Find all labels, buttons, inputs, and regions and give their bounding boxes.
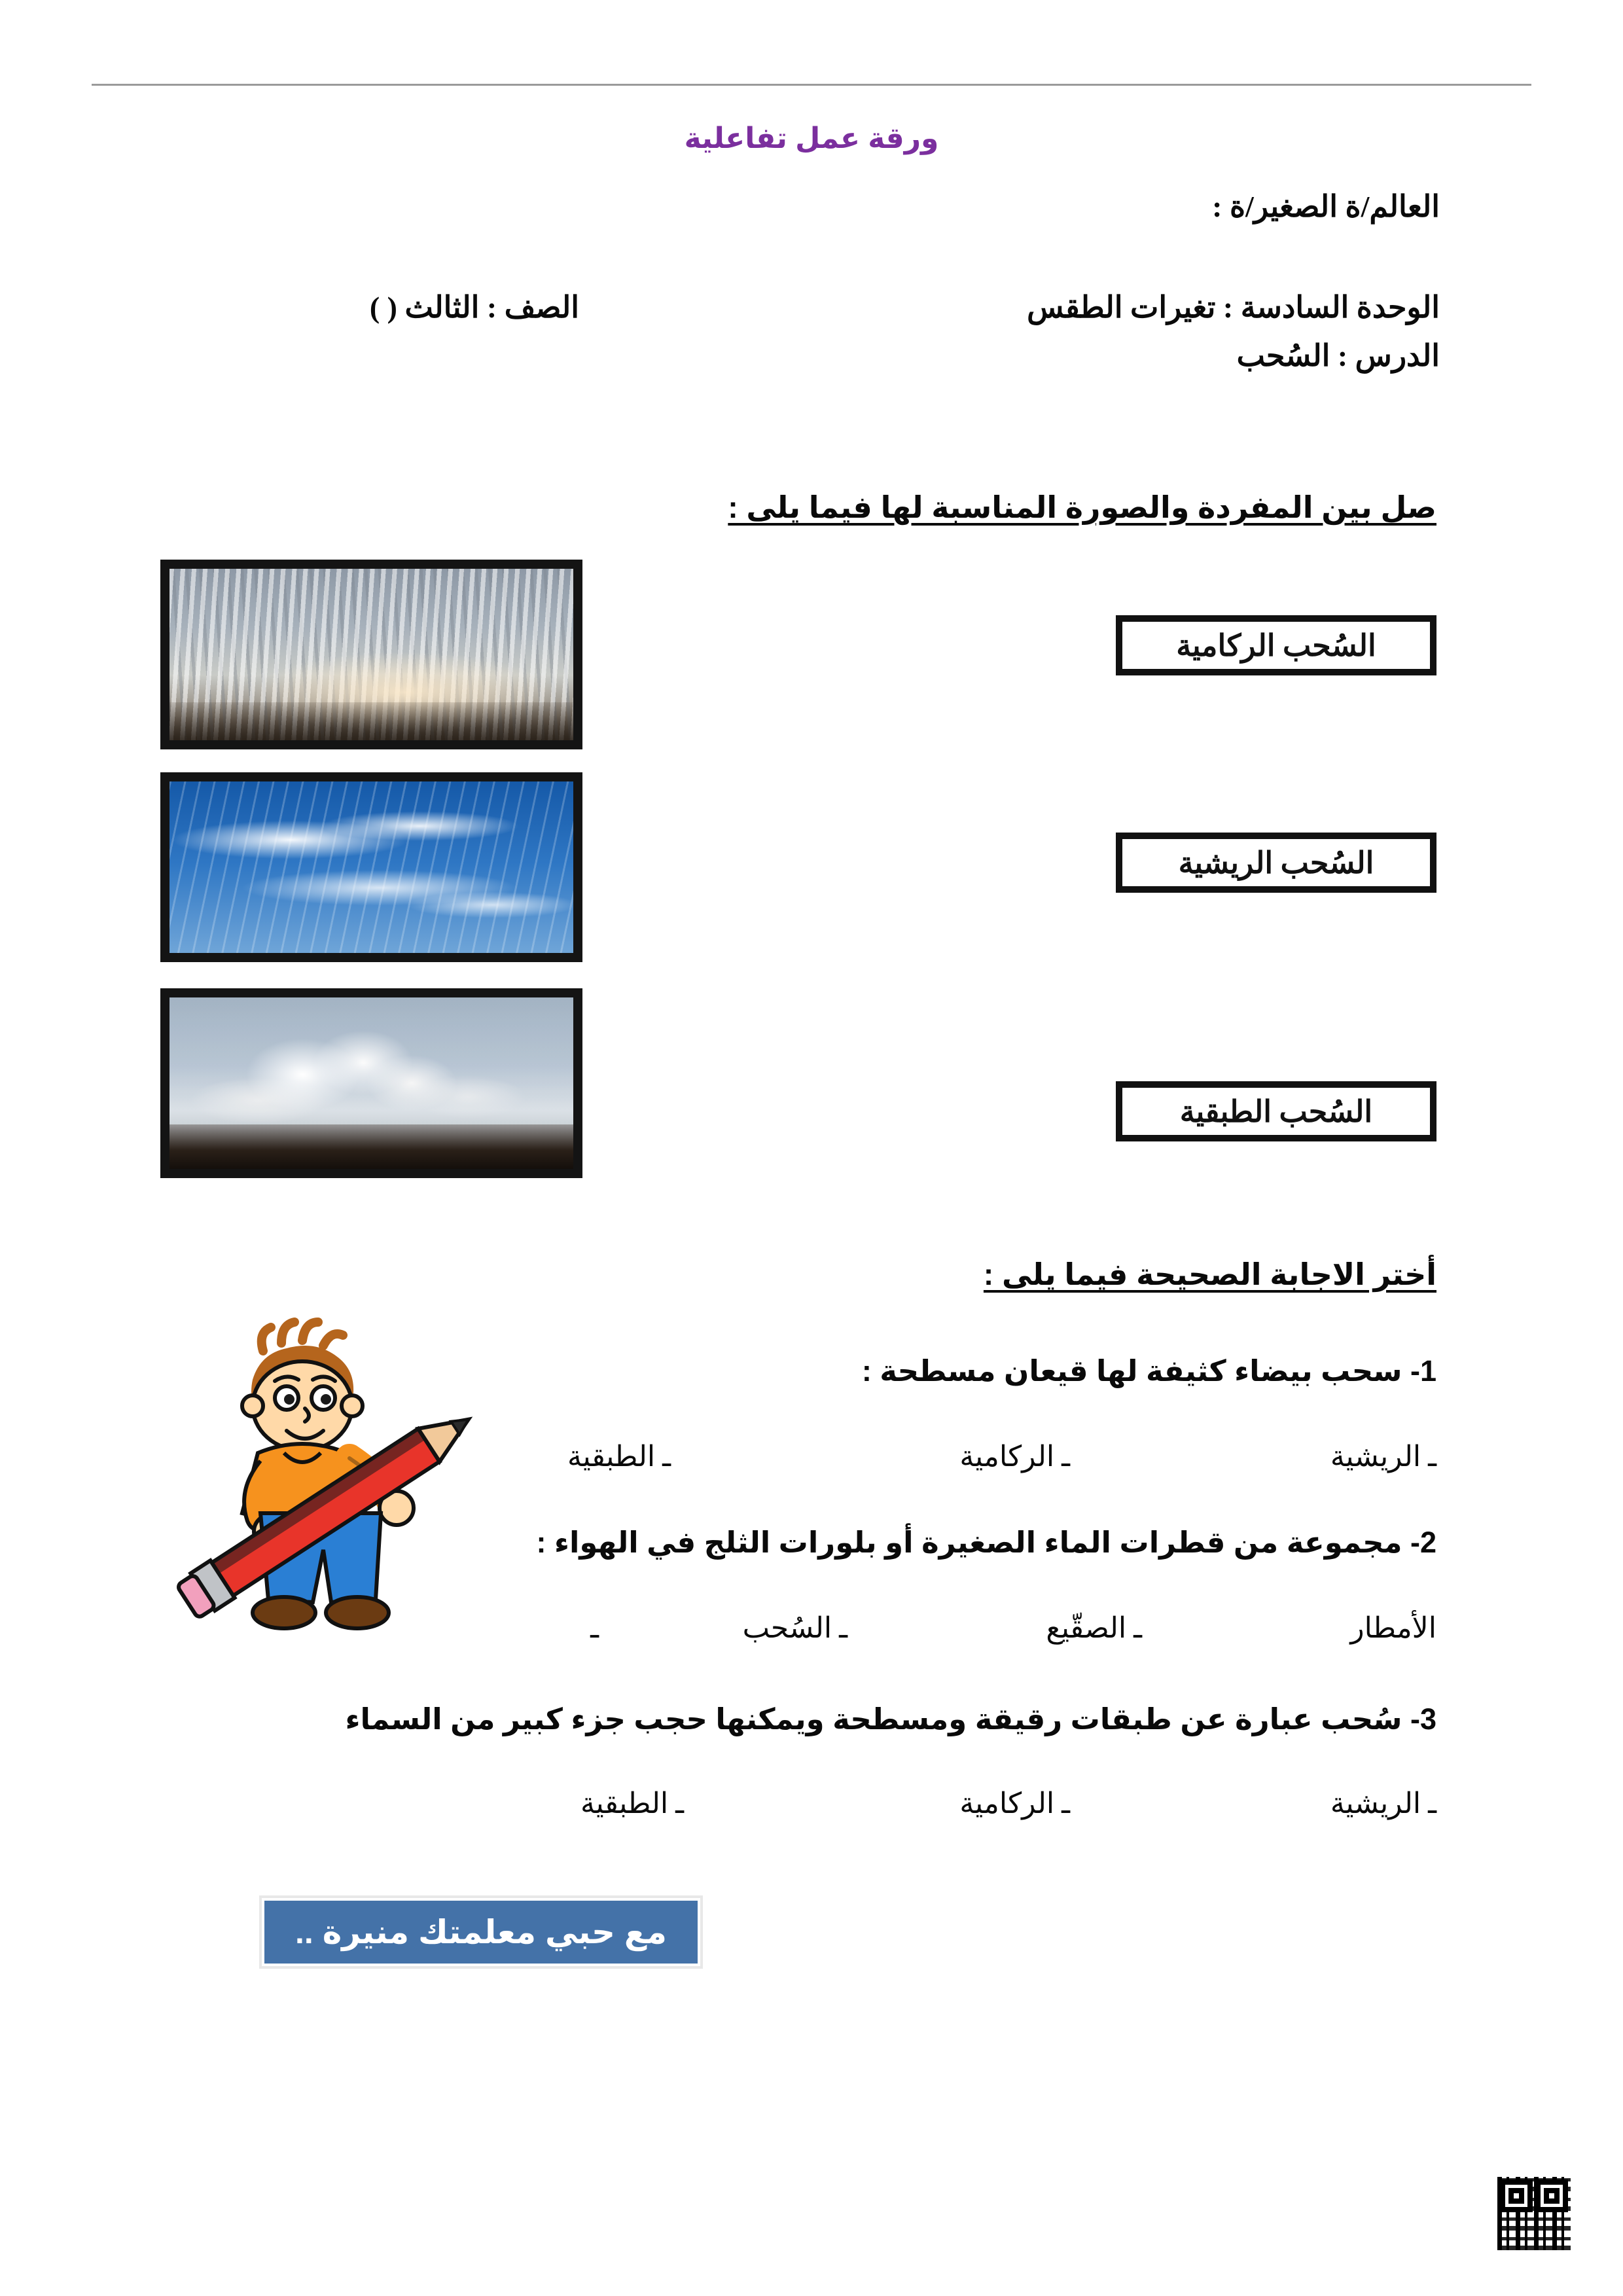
lesson-line: الدرس : السُحب: [1236, 339, 1440, 372]
matching-heading: صل بين المفردة والصورة المناسبة لها فيما يلى :: [728, 490, 1436, 524]
question-1-options: [468, 1440, 1436, 1479]
question-1-text: 1- سحب بيضاء كثيفة لها قيعان مسطحة :: [861, 1354, 1436, 1388]
match-label-text: السُحب الريشية: [1178, 846, 1374, 880]
option-q1-b[interactable]: ـ الركامية: [959, 1441, 1070, 1473]
option-q1-a[interactable]: ـ الريشية: [1330, 1441, 1436, 1473]
qr-code: [1497, 2177, 1571, 2250]
page-title: ورقة عمل تفاعلية: [684, 122, 939, 154]
cloud-image-2: [169, 781, 573, 953]
match-label-cumulus[interactable]: [1116, 615, 1436, 675]
question-2-text: 2- مجموعة من قطرات الماء الصغيرة أو بلورات الثلج في الهواء :: [536, 1526, 1436, 1559]
option-q3-c[interactable]: ـ الطبقية: [580, 1787, 684, 1820]
match-label-stratus[interactable]: [1116, 1081, 1436, 1141]
question-3-text: 3- سُحب عبارة عن طبقات رقيقة ومسطحة ويمكنها حجب جزء كبير من السماء: [345, 1702, 1436, 1736]
option-q2-d[interactable]: ـ: [590, 1612, 599, 1644]
unit-line: الوحدة السادسة : تغيرات الطقس: [1027, 291, 1440, 324]
student-name-line: العالم/ة الصغير/ة :: [1212, 190, 1440, 223]
choice-heading: أختر الاجابة الصحيحة فيما يلى :: [983, 1257, 1436, 1291]
match-label-text: السُحب الركامية: [1176, 629, 1376, 662]
teacher-signature-banner: [262, 1898, 700, 1966]
cloud-photo-stratus: [160, 560, 582, 749]
option-q2-b[interactable]: ـ الصقّيع: [1046, 1612, 1142, 1644]
match-label-cirrus[interactable]: [1116, 833, 1436, 893]
question-2-options: [376, 1611, 1436, 1651]
cloud-photo-cirrus: [160, 772, 582, 962]
teacher-signature-text: مع حبي معلمتك منيرة ..: [295, 1914, 667, 1950]
cloud-image-1: [169, 569, 573, 740]
header-divider: [92, 84, 1531, 86]
option-q2-a[interactable]: الأمطار: [1350, 1612, 1436, 1644]
match-label-text: السُحب الطبقية: [1179, 1095, 1373, 1128]
option-q2-c[interactable]: ـ السُحب: [742, 1612, 847, 1644]
option-q3-a[interactable]: ـ الريشية: [1330, 1787, 1436, 1820]
cloud-image-3: [169, 997, 573, 1169]
option-q1-c[interactable]: ـ الطبقية: [567, 1441, 671, 1473]
grade-line: الصف : الثالث ( ): [369, 291, 579, 324]
question-3-options: [389, 1787, 1436, 1826]
option-q3-b[interactable]: ـ الركامية: [959, 1787, 1070, 1820]
cloud-photo-cumulus: [160, 988, 582, 1178]
